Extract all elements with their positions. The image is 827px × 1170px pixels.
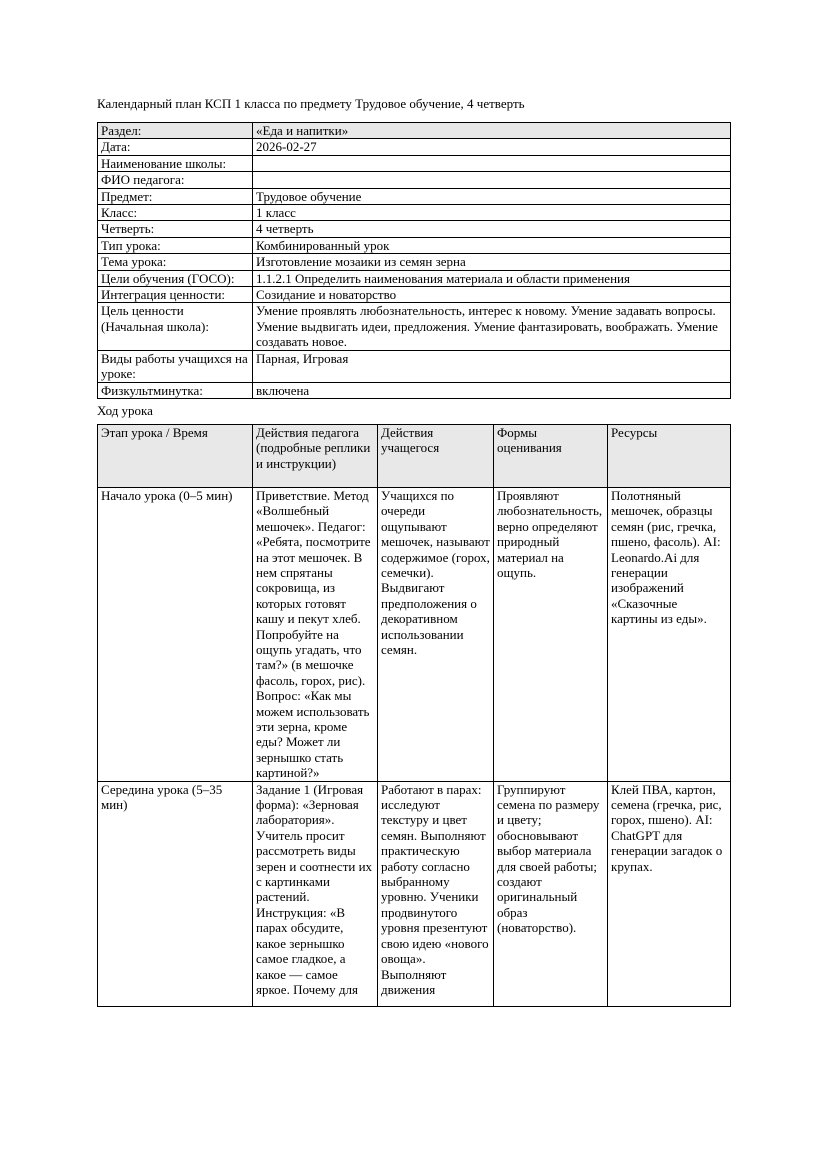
info-label: Наименование школы: [98, 155, 253, 171]
column-header-student-actions: Действия учащегося [378, 424, 494, 487]
clipped-cell-content: Клей ПВА, картон, семена (гречка, рис, горох, пшено). AI: ChatGPT для генерации загадок о крупах. [611, 781, 723, 874]
info-value: 2026-02-27 [253, 139, 731, 155]
table-row [98, 188, 731, 204]
info-value: Умение проявлять любознательность, интерес к новому. Умение задавать вопросы. Умение выдвигать идеи, предложения. Умение фантазировать, воображать. Умение создавать новое. [253, 303, 731, 350]
table-row [98, 237, 731, 253]
info-label: Цели обучения (ГОСО): [98, 270, 253, 286]
table-row [98, 155, 731, 171]
info-value: Трудовое обучение [253, 188, 731, 204]
teacher-actions-cell: Приветствие. Метод «Волшебный мешочек». Педагог: «Ребята, посмотрите на этот мешочек. В нем спрятаны сокровища, из которых готовят кашу и пекут хлеб. Попробуйте на ощупь угадать, что там?» (в мешочке фасоль, горох, рис). Вопрос: «Как мы можем использовать эти зерна, кроме еды? Может ли зернышко стать картиной?» [253, 487, 378, 781]
info-label: Дата: [98, 139, 253, 155]
clipped-cell-content: Задание 1 (Игровая форма): «Зерновая лаборатория». Учитель просит рассмотреть виды зерен и соотнести их с картинками растений. Инструкция: «В парах обсудите, какое зернышко самое гладкое, а какое — самое яркое. Почему для [256, 781, 373, 997]
info-label: Тип урока: [98, 237, 253, 253]
section-heading: Ход урока [97, 402, 153, 418]
info-value [253, 155, 731, 171]
info-label: Тема урока: [98, 254, 253, 270]
teacher-actions-cell [253, 781, 378, 1006]
stage-cell: Начало урока (0–5 мин) [98, 487, 253, 781]
info-value: включена [253, 382, 731, 398]
column-header-assessment: Формы оценивания [494, 424, 608, 487]
info-label: Интеграция ценности: [98, 287, 253, 303]
table-row [98, 221, 731, 237]
table-row [98, 303, 731, 350]
page-title: Календарный план КСП 1 класса по предмету Трудовое обучение, 4 четверть [97, 96, 525, 111]
lesson-info-table [97, 122, 731, 399]
info-value: «Еда и напитки» [253, 123, 731, 139]
lesson-flow-table [97, 424, 731, 1007]
info-label: Виды работы учащихся на уроке: [98, 350, 253, 382]
info-value: Изготовление мозаики из семян зерна [253, 254, 731, 270]
resources-cell [608, 781, 731, 1006]
clipped-cell-content: Середина урока (5–35 мин) [101, 781, 223, 813]
assessment-cell [494, 781, 608, 1006]
info-value: Созидание и новаторство [253, 287, 731, 303]
table-row [98, 254, 731, 270]
clipped-cell-content: Работают в парах: исследуют текстуру и цвет семян. Выполняют практическую работу согласно выбранному уровню. Ученики продвинутого уровня презентуют свою идею «нового овоща». Выполняют движения [381, 781, 489, 997]
table-header-row [98, 424, 731, 487]
table-row [98, 139, 731, 155]
info-label: ФИО педагога: [98, 172, 253, 188]
student-actions-cell: Учащихся по очереди ощупывают мешочек, называют содержимое (горох, семечки). Выдвигают предположения о декоративном использовании семян. [378, 487, 494, 781]
info-value: 1.1.2.1 Определить наименования материала и области применения [253, 270, 731, 286]
table-row [98, 487, 731, 781]
table-row [98, 205, 731, 221]
info-label: Цель ценности (Начальная школа): [98, 303, 253, 350]
table-row [98, 172, 731, 188]
table-row [98, 123, 731, 139]
column-header-resources: Ресурсы [608, 424, 731, 487]
info-value: Комбинированный урок [253, 237, 731, 253]
table-row [98, 382, 731, 398]
info-label: Предмет: [98, 188, 253, 204]
info-value: 1 класс [253, 205, 731, 221]
info-label: Раздел: [98, 123, 253, 139]
info-value: 4 четверть [253, 221, 731, 237]
info-label: Четверть: [98, 221, 253, 237]
info-value [253, 172, 731, 188]
student-actions-cell [378, 781, 494, 1006]
table-row [98, 781, 731, 1006]
resources-cell: Полотняный мешочек, образцы семян (рис, гречка, пшено, фасоль). AI: Leonardo.Ai для генерации изображений «Сказочные картины из еды». [608, 487, 731, 781]
column-header-teacher-actions: Действия педагога (подробные реплики и инструкции) [253, 424, 378, 487]
table-row [98, 350, 731, 382]
table-row [98, 287, 731, 303]
info-value: Парная, Игровая [253, 350, 731, 382]
clipped-cell-content: Группируют семена по размеру и цвету; обосновывают выбор материала для своей работы; создают оригинальный образ (новаторство). [497, 781, 600, 936]
info-label: Класс: [98, 205, 253, 221]
document-content [97, 96, 730, 1007]
info-label: Физкультминутка: [98, 382, 253, 398]
stage-cell [98, 781, 253, 1006]
column-header-stage: Этап урока / Время [98, 424, 253, 487]
table-row [98, 270, 731, 286]
assessment-cell: Проявляют любознательность, верно определяют природный материал на ощупь. [494, 487, 608, 781]
